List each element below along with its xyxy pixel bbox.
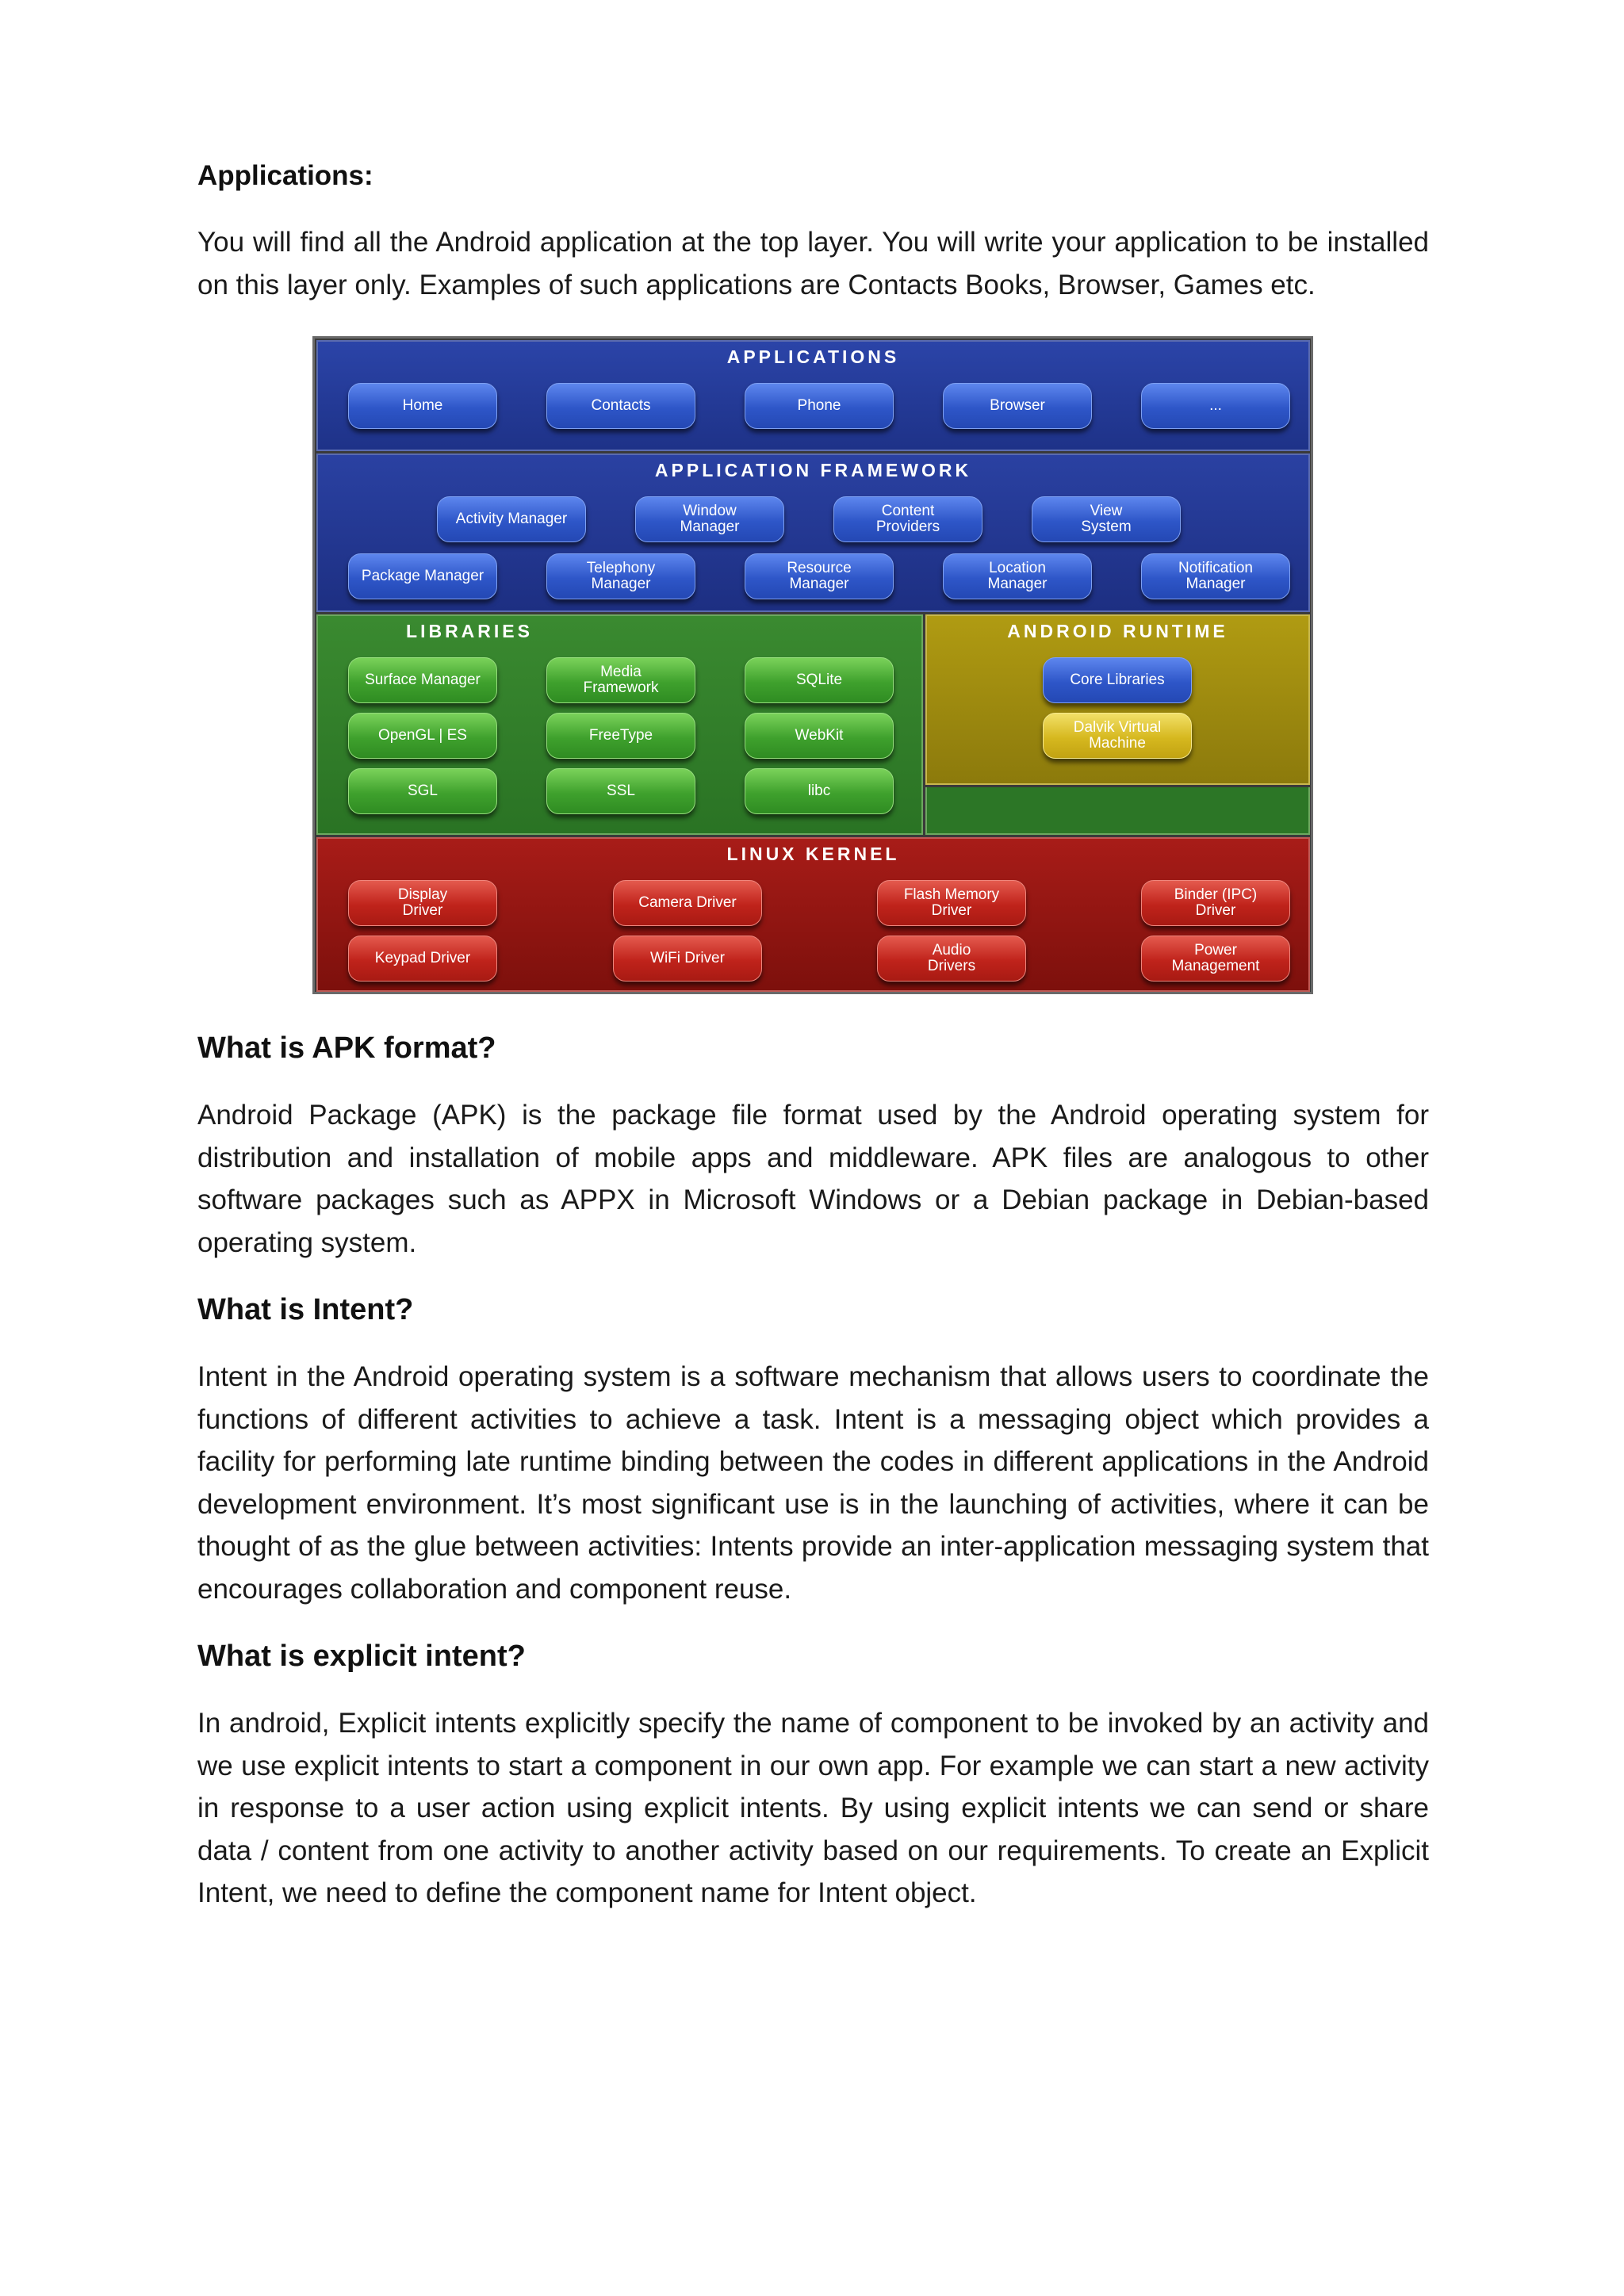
content-providers-box: Content Providers: [833, 496, 982, 542]
libc-box: libc: [745, 768, 894, 814]
location-manager-box: Location Manager: [943, 553, 1092, 599]
package-manager-box: Package Manager: [348, 553, 497, 599]
explicit-intent-heading: What is explicit intent?: [197, 1640, 526, 1673]
camera-driver-box: Camera Driver: [613, 880, 762, 926]
flash-memory-driver-box: Flash Memory Driver: [877, 880, 1026, 926]
sgl-box: SGL: [348, 768, 497, 814]
framework-layer-title: APPLICATION FRAMEWORK: [654, 460, 972, 480]
opengl-box: OpenGL | ES: [348, 713, 497, 759]
app-home-box: Home: [348, 383, 497, 429]
view-system-box: View System: [1032, 496, 1181, 542]
apk-paragraph: Android Package (APK) is the package file format used by the Android operating system for distribution and installation of mobile apps and middleware. APK files are analogous to other software packages such as APPX in Microsoft Windows or a Debian package in Debian-based operating system.: [197, 1100, 1429, 1258]
intent-paragraph: Intent in the Android operating system is a software mechanism that allows users to coordinate the functions of different activities to achieve a task. Intent is a messaging object which provides a facility for performing late runtime binding between the codes in different applications in the Android development environment. It’s most significant use is in the launching of activities, where it can be thought of as the glue between activities: Intents provide an inter-application messaging system that encourages collaboration and component reuse.: [197, 1361, 1429, 1605]
webkit-box: WebKit: [745, 713, 894, 759]
resource-manager-box: Resource Manager: [745, 553, 894, 599]
libraries-layer-extension: [925, 787, 1310, 835]
kernel-layer-title: LINUX KERNEL: [726, 844, 900, 864]
window-manager-box: Window Manager: [635, 496, 784, 542]
applications-layer-title: APPLICATIONS: [726, 346, 900, 367]
freetype-box: FreeType: [546, 713, 695, 759]
app-phone-box: Phone: [745, 383, 894, 429]
telephony-manager-box: Telephony Manager: [546, 553, 695, 599]
app-more-box: ...: [1141, 383, 1290, 429]
applications-paragraph: You will find all the Android application at the top layer. You will write your application to be installed on this layer only. Examples of such applications are Contacts Books, Browser, Games etc.: [197, 227, 1429, 300]
android-runtime-layer: [925, 614, 1310, 785]
ssl-box: SSL: [546, 768, 695, 814]
applications-heading: Applications:: [197, 160, 373, 191]
linux-kernel-layer: [316, 837, 1310, 992]
applications-layer: [316, 340, 1310, 451]
activity-manager-box: Activity Manager: [437, 496, 586, 542]
libraries-layer-title: LIBRARIES: [406, 621, 533, 641]
app-browser-box: Browser: [943, 383, 1092, 429]
dalvik-vm-box: Dalvik Virtual Machine: [1043, 713, 1192, 759]
libraries-layer: [316, 614, 923, 835]
audio-drivers-box: Audio Drivers: [877, 936, 1026, 982]
explicit-intent-paragraph: In android, Explicit intents explicitly specify the name of component to be invoked by an activity and we use explicit intents to start a component in our own app. For example we can start a new activity in response to a user action using explicit intents. By using explicit intents we can send or share data / content from one activity to another activity based on our requirements. To create an Explicit Intent, we need to define the component name for Intent object.: [197, 1708, 1429, 1908]
sqlite-box: SQLite: [745, 657, 894, 703]
document-content: [197, 155, 1429, 1915]
display-driver-box: Display Driver: [348, 880, 497, 926]
notification-manager-box: Notification Manager: [1141, 553, 1290, 599]
intent-heading: What is Intent?: [197, 1293, 414, 1326]
core-libraries-box: Core Libraries: [1043, 657, 1192, 703]
app-contacts-box: Contacts: [546, 383, 695, 429]
application-framework-layer: [316, 453, 1310, 612]
apk-heading: What is APK format?: [197, 1031, 496, 1065]
binder-ipc-driver-box: Binder (IPC) Driver: [1141, 880, 1290, 926]
keypad-driver-box: Keypad Driver: [348, 936, 497, 982]
media-framework-box: Media Framework: [546, 657, 695, 703]
power-management-box: Power Management: [1141, 936, 1290, 982]
wifi-driver-box: WiFi Driver: [613, 936, 762, 982]
android-architecture-diagram: [312, 336, 1313, 994]
surface-manager-box: Surface Manager: [348, 657, 497, 703]
runtime-layer-title: ANDROID RUNTIME: [1007, 621, 1228, 641]
